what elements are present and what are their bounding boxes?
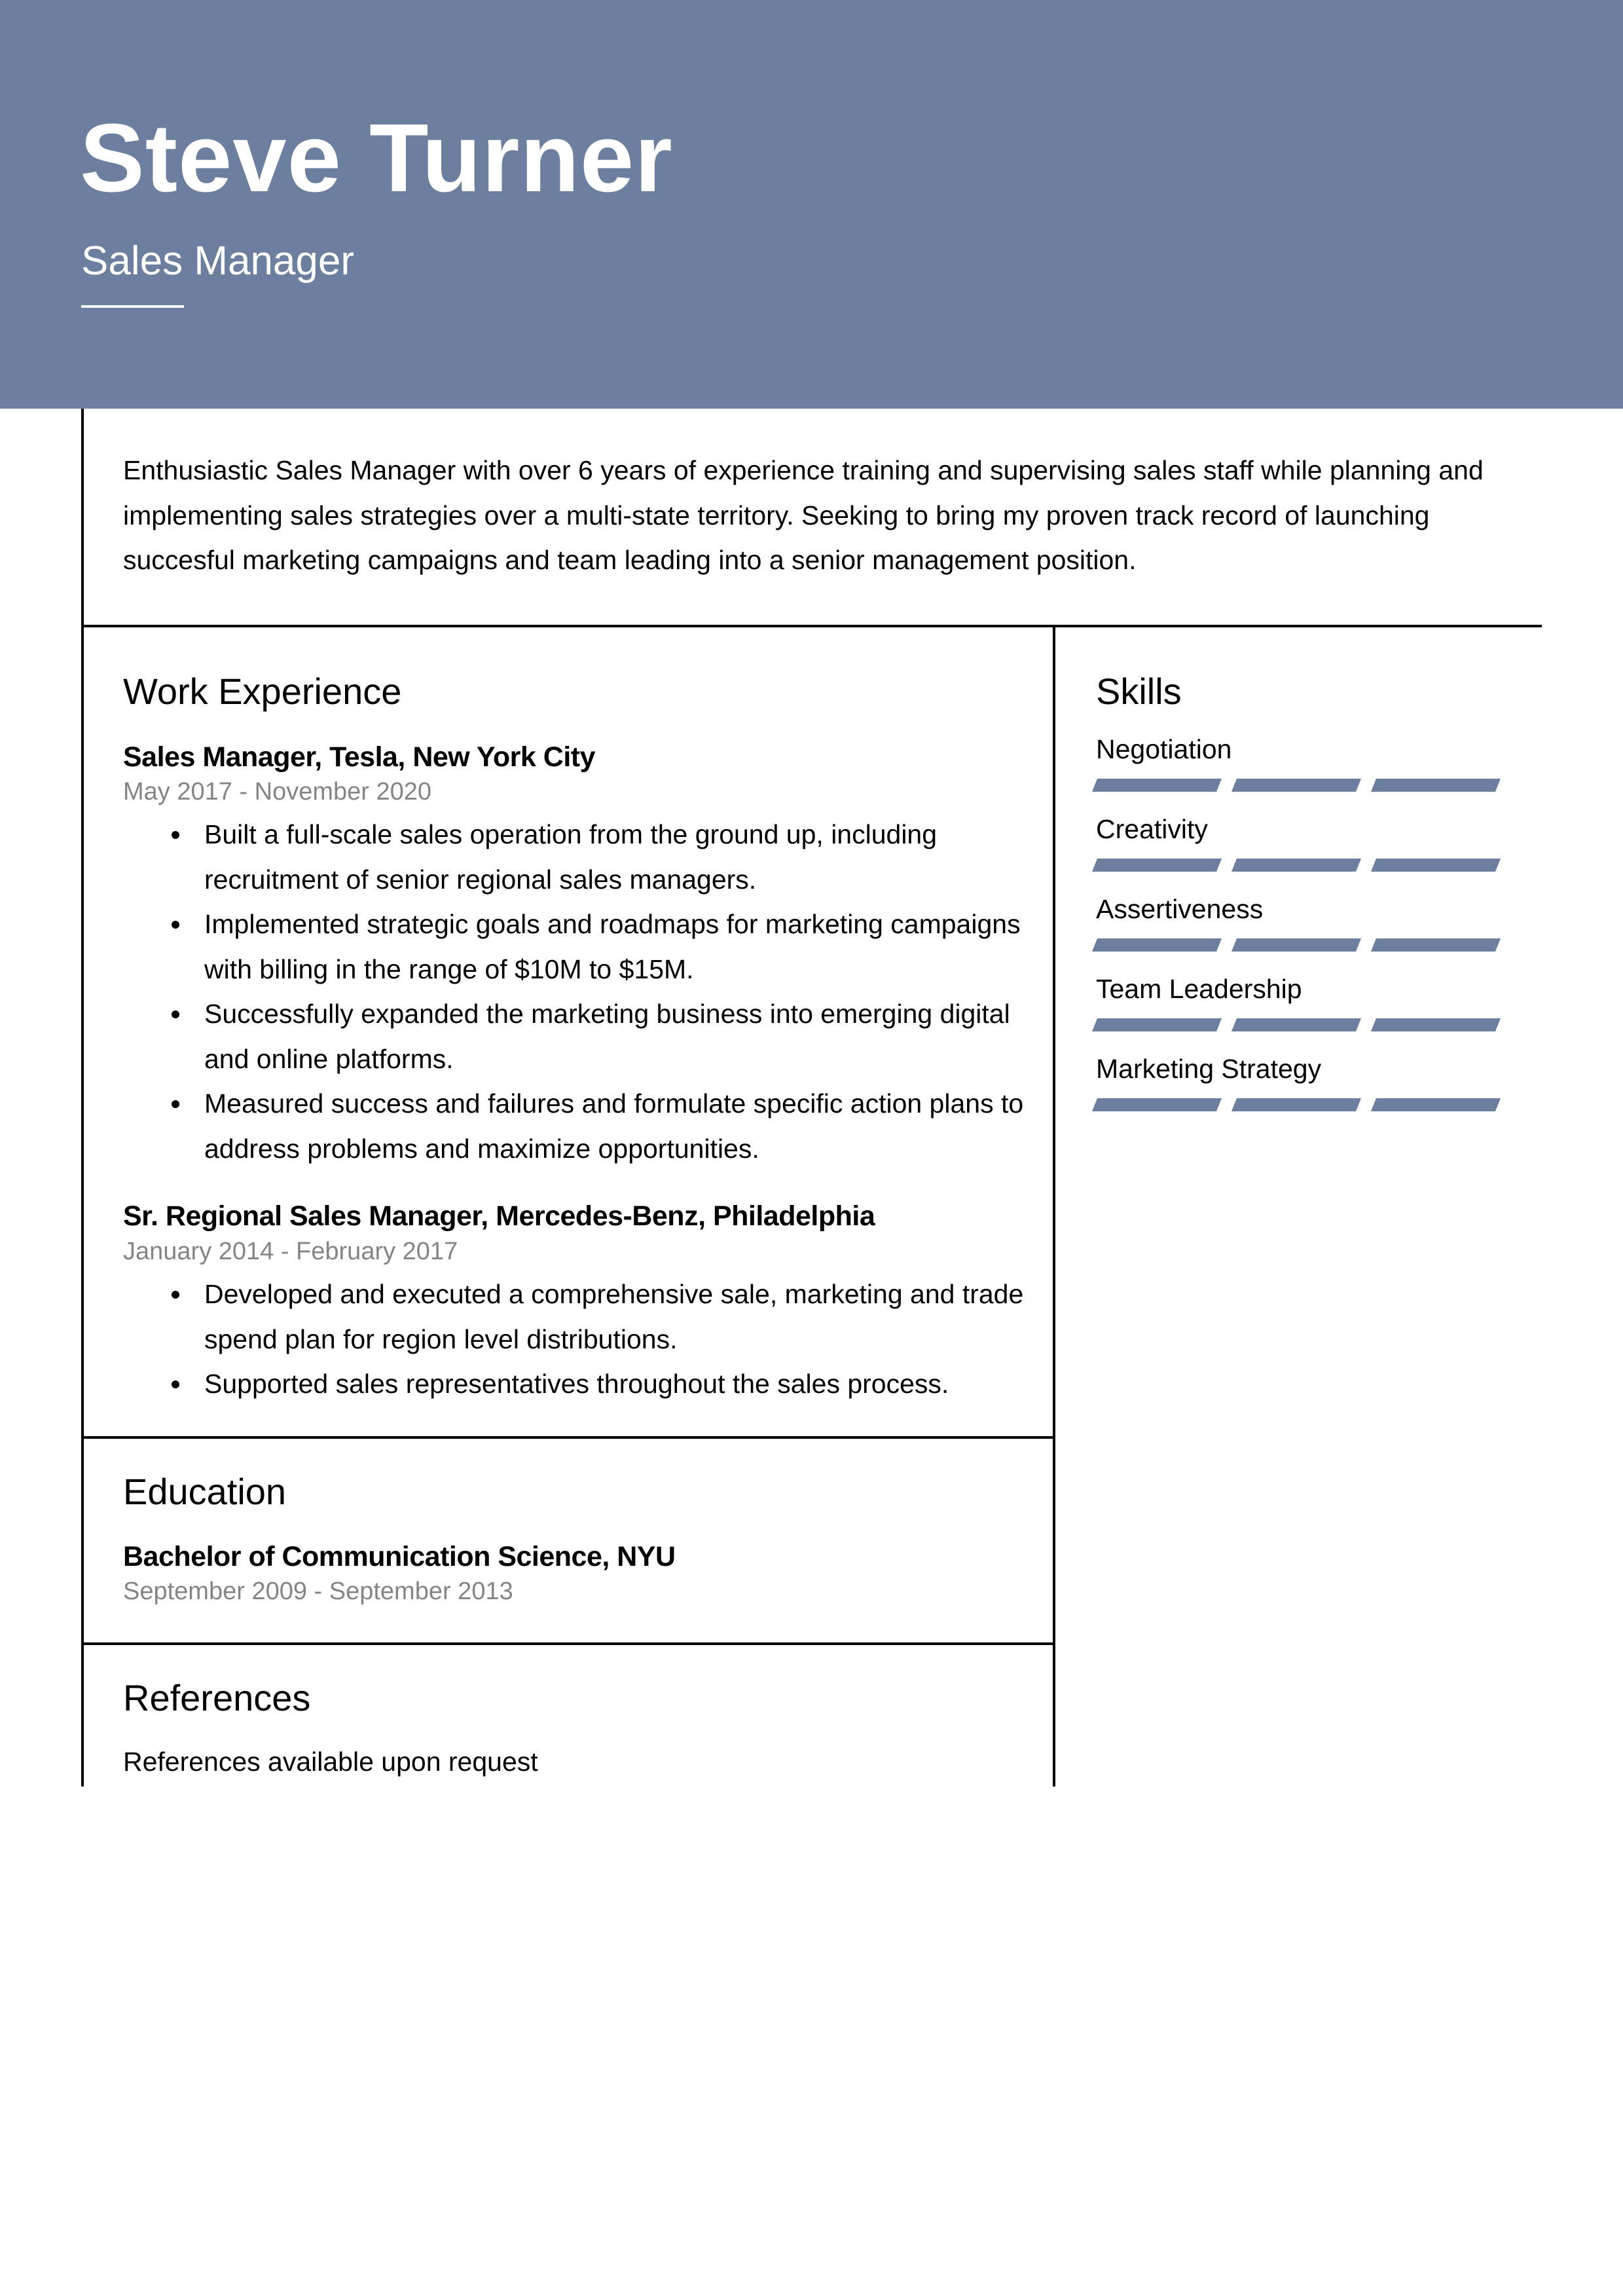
job-bullet: Successfully expanded the marketing business into emerging digital and online platforms. xyxy=(123,991,1040,1081)
skill-level-segment xyxy=(1371,1098,1501,1111)
work-experience-title: Work Experience xyxy=(123,671,402,712)
references-divider xyxy=(81,1642,1055,1645)
references-title: References xyxy=(123,1677,311,1718)
skill-name: Assertiveness xyxy=(1096,894,1264,924)
summary-divider xyxy=(81,625,1542,627)
bullet-dot-icon xyxy=(172,831,179,839)
job-heading: Sales Manager, Tesla, New York City xyxy=(123,741,595,773)
bullet-dot-icon xyxy=(172,1291,179,1299)
skill-level-bars xyxy=(1092,1098,1511,1111)
bullet-dot-icon xyxy=(172,1100,179,1108)
candidate-name: Steve Turner xyxy=(80,104,673,212)
column-divider xyxy=(1053,625,1055,1787)
skill-level-segment xyxy=(1371,1018,1501,1031)
job-dates: January 2014 - February 2017 xyxy=(123,1238,458,1265)
bullet-dot-icon xyxy=(172,1380,179,1388)
job-bullet: Supported sales representatives throughout the sales process. xyxy=(123,1361,1040,1407)
skill-name: Marketing Strategy xyxy=(1096,1054,1322,1084)
job-bullet: Implemented strategic goals and roadmaps for marketing campaigns with billing in the range of $10M to $15M. xyxy=(123,902,1040,991)
skill-level-bars xyxy=(1092,859,1511,872)
job-bullet-list xyxy=(123,812,1040,1171)
skill-level-segment xyxy=(1371,779,1501,792)
profile-summary: Enthusiastic Sales Manager with over 6 years of experience training and supervising sales staff while planning and implementing sales strategies over a multi-state territory. Seeking to bring my proven track record of launching succesful marketing campaigns and team leading into a senior management position. xyxy=(123,455,1484,575)
skill-level-segment xyxy=(1092,779,1222,792)
skill-name: Creativity xyxy=(1096,814,1208,844)
skill-level-segment xyxy=(1092,1018,1222,1031)
skill-name: Negotiation xyxy=(1096,734,1232,764)
job-bullet-list xyxy=(123,1272,1040,1407)
skill-level-segment xyxy=(1231,779,1361,792)
education-divider xyxy=(81,1436,1055,1439)
job-bullet: Measured success and failures and formulate specific action plans to address problems and maximize opportunities. xyxy=(123,1081,1040,1171)
job-dates: May 2017 - November 2020 xyxy=(123,778,432,805)
skill-level-segment xyxy=(1092,938,1222,952)
skill-level-segment xyxy=(1092,859,1222,872)
title-underline-divider xyxy=(81,305,184,308)
skill-level-segment xyxy=(1231,1018,1361,1031)
candidate-job-title: Sales Manager xyxy=(81,238,355,284)
skill-level-segment xyxy=(1231,859,1361,872)
skill-level-segment xyxy=(1371,859,1501,872)
left-border-rule xyxy=(81,409,84,1787)
skill-level-segment xyxy=(1231,1098,1361,1111)
skill-name: Team Leadership xyxy=(1096,974,1302,1004)
skill-level-bars xyxy=(1092,938,1511,952)
skill-level-bars xyxy=(1092,1018,1511,1031)
references-text: References available upon request xyxy=(123,1747,538,1777)
skills-title: Skills xyxy=(1096,671,1182,712)
bullet-dot-icon xyxy=(172,921,179,929)
skill-level-segment xyxy=(1092,1098,1222,1111)
skill-level-segment xyxy=(1231,938,1361,952)
job-bullet: Built a full-scale sales operation from the ground up, including recruitment of senior regional sales managers. xyxy=(123,812,1040,902)
job-heading: Sr. Regional Sales Manager, Mercedes-Benz, Philadelphia xyxy=(123,1200,875,1232)
bullet-dot-icon xyxy=(172,1010,179,1018)
job-bullet: Developed and executed a comprehensive sale, marketing and trade spend plan for region level distributions. xyxy=(123,1272,1040,1361)
skill-level-segment xyxy=(1371,938,1501,952)
education-title: Education xyxy=(123,1471,287,1512)
education-dates: September 2009 - September 2013 xyxy=(123,1578,513,1605)
resume-header xyxy=(0,0,1623,409)
degree-heading: Bachelor of Communication Science, NYU xyxy=(123,1541,676,1572)
skill-level-bars xyxy=(1092,779,1511,792)
